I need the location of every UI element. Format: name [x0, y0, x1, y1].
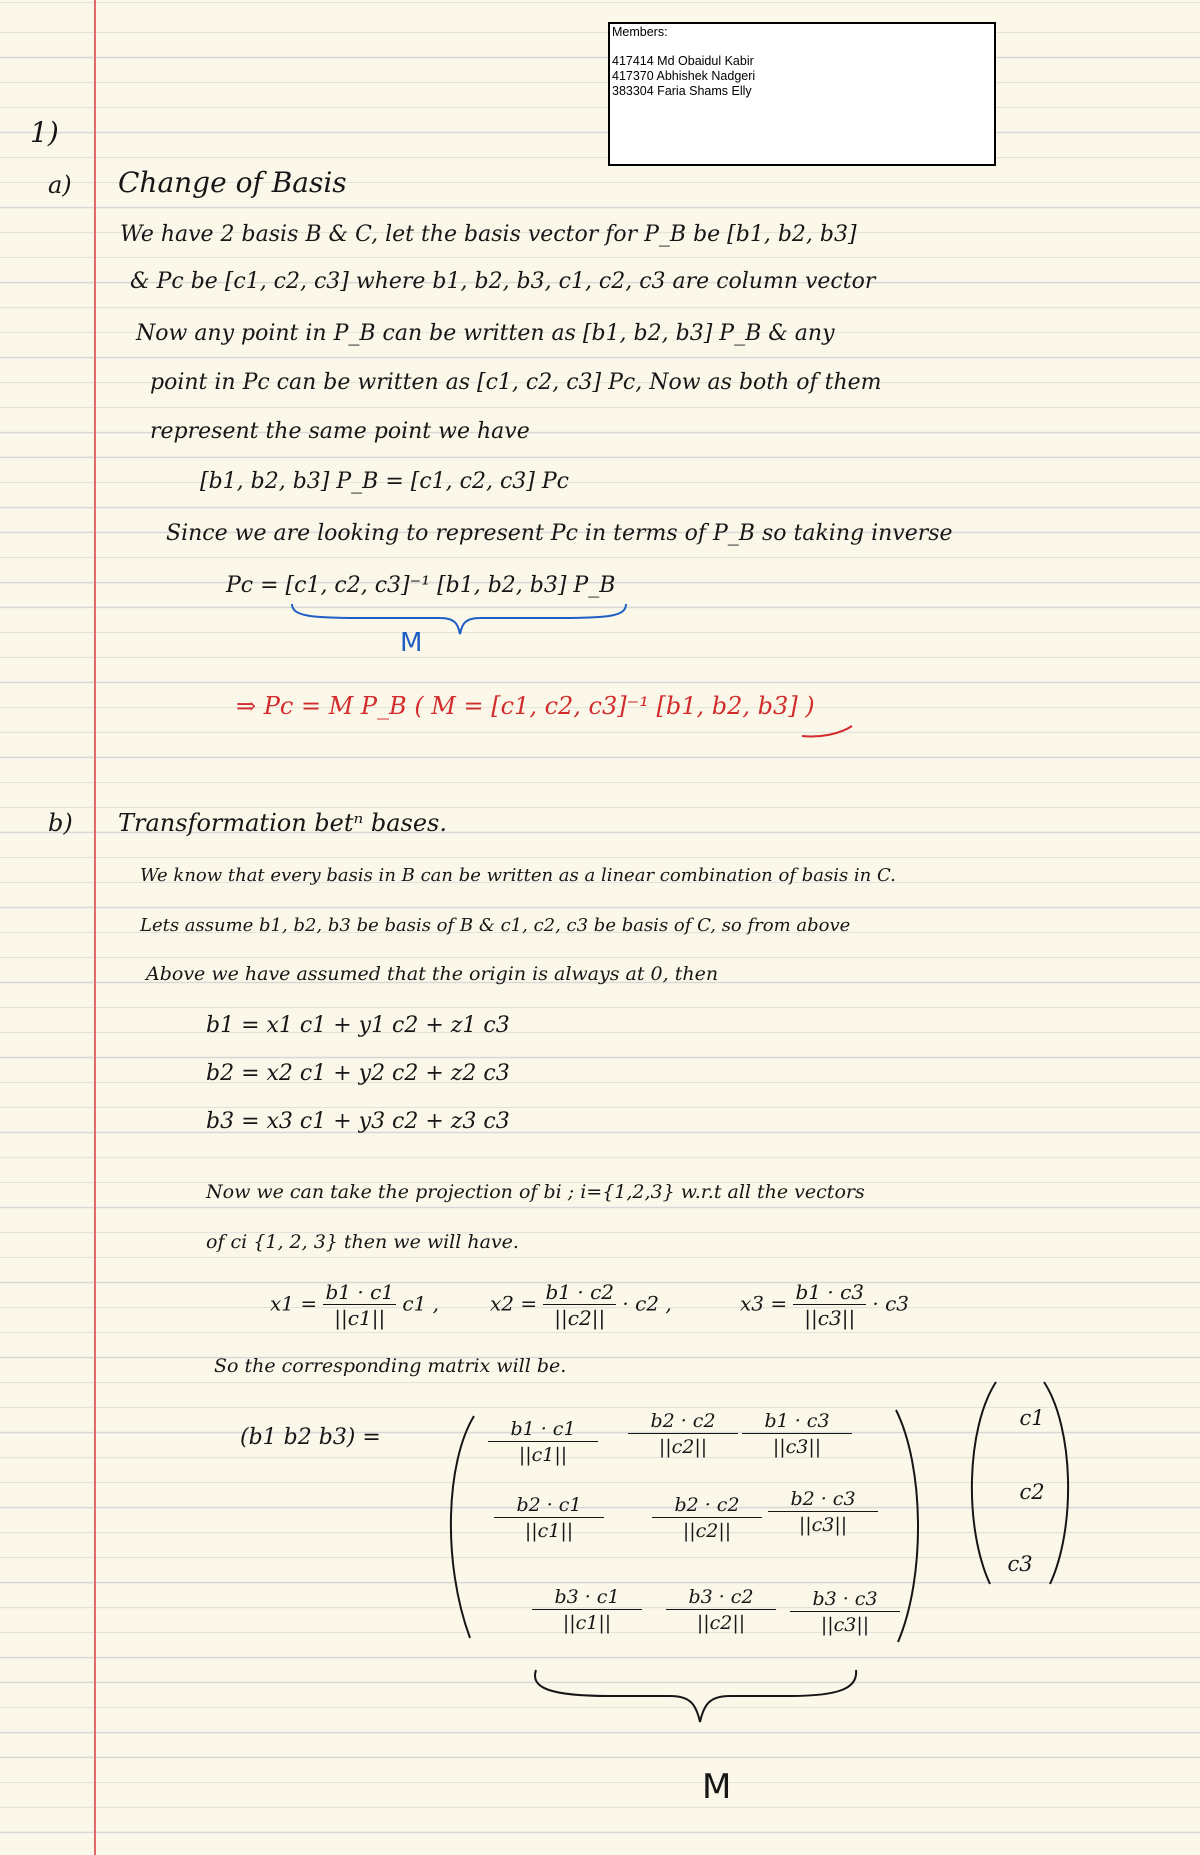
matrix-entry-numerator: b3 · c2 [666, 1586, 776, 1610]
matrix-entry-denominator: ||c1|| [524, 1520, 574, 1542]
matrix-entry-denominator: ||c2|| [682, 1520, 732, 1542]
matrix-entry [532, 1586, 642, 1634]
part-b-heading: Transformation betⁿ bases. [118, 809, 447, 837]
part-a-equation: [b1, b2, b3] P_B = [c1, c2, c3] Pc [200, 469, 569, 494]
projection-x3-tail: · c3 [872, 1291, 910, 1316]
part-a-line: represent the same point we have [150, 419, 530, 444]
c-vector-entry: c2 [1019, 1480, 1045, 1504]
matrix-entry-denominator: ||c2|| [696, 1612, 746, 1634]
part-b-equation: b3 = x3 c1 + y3 c2 + z3 c3 [206, 1109, 510, 1134]
part-b-marker: b) [48, 809, 73, 837]
matrix-intro: So the corresponding matrix will be. [214, 1355, 567, 1377]
matrix-entry [666, 1586, 776, 1634]
c-vector-left-paren [960, 1378, 1000, 1588]
underbrace-decoration [290, 600, 630, 640]
part-a-heading: Change of Basis [118, 166, 347, 199]
matrix-entry [768, 1488, 878, 1536]
member-entry: 383304 Faria Shams Elly [612, 84, 752, 98]
part-a-line: Now any point in P_B can be written as [b1, b2, b3] P_B & any [136, 321, 835, 346]
projection-x3-lhs: x3 = [740, 1291, 788, 1316]
matrix-underbrace-decoration [530, 1668, 860, 1728]
matrix-entry-numerator: b2 · c2 [652, 1494, 762, 1518]
c-vector-entry: c3 [1007, 1552, 1033, 1576]
brace-label-m: M [400, 628, 423, 658]
matrix-lhs: (b1 b2 b3) = [240, 1425, 381, 1450]
part-a-line: point in Pc can be written as [c1, c2, c3] Pc, Now as both of them [150, 370, 882, 395]
question-number: 1) [30, 116, 59, 149]
matrix-entry-denominator: ||c1|| [562, 1612, 612, 1634]
matrix-entry-denominator: ||c2|| [658, 1436, 708, 1458]
matrix-entry [652, 1494, 762, 1542]
projection-x3-denominator: ||c3|| [804, 1306, 856, 1330]
matrix-left-paren [440, 1412, 480, 1642]
projection-x2-denominator: ||c2|| [554, 1306, 606, 1330]
part-b-line: We know that every basis in B can be written as a linear combination of basis in C. [140, 865, 896, 886]
projection-x2-lhs: x2 = [490, 1291, 538, 1316]
part-a-marker: a) [48, 171, 72, 199]
members-title: Members: [612, 25, 668, 39]
part-a-equation: Pc = [c1, c2, c3]⁻¹ [b1, b2, b3] P_B [226, 573, 616, 598]
matrix-entry [488, 1418, 598, 1466]
part-b-equation: b2 = x2 c1 + y2 c2 + z2 c3 [206, 1061, 510, 1086]
matrix-entry-denominator: ||c3|| [772, 1436, 822, 1458]
part-b-line: Now we can take the projection of bi ; i={1,2,3} w.r.t all the vectors [206, 1181, 865, 1203]
part-b-line: of ci {1, 2, 3} then we will have. [206, 1231, 519, 1253]
matrix-entry [742, 1410, 852, 1458]
projection-x3 [740, 1280, 909, 1330]
matrix-brace-label-m: M [702, 1767, 732, 1807]
matrix-entry-numerator: b2 · c1 [494, 1494, 604, 1518]
matrix-entry [628, 1410, 738, 1458]
matrix-entry-numerator: b3 · c3 [790, 1588, 900, 1612]
matrix-entry-numerator: b1 · c3 [742, 1410, 852, 1434]
projection-x1-numerator: b1 · c1 [325, 1280, 395, 1304]
part-a-result: ⇒ Pc = M P_B ( M = [c1, c2, c3]⁻¹ [b1, b2, b3] ) [236, 692, 815, 720]
result-underline-decoration [800, 704, 860, 744]
members-box [608, 22, 996, 166]
matrix-entry-numerator: b2 · c2 [628, 1410, 738, 1434]
projection-x1-lhs: x1 = [270, 1291, 318, 1316]
part-a-line: We have 2 basis B & C, let the basis vector for P_B be [b1, b2, b3] [120, 222, 857, 247]
c-vector-entry: c1 [1019, 1406, 1045, 1430]
part-b-equation: b1 = x1 c1 + y1 c2 + z1 c3 [206, 1013, 510, 1038]
part-a-line: Since we are looking to represent Pc in terms of P_B so taking inverse [166, 521, 953, 546]
matrix-entry-numerator: b1 · c1 [488, 1418, 598, 1442]
projection-x2-numerator: b1 · c2 [545, 1280, 615, 1304]
matrix-entry-numerator: b2 · c3 [768, 1488, 878, 1512]
matrix-entry-denominator: ||c3|| [820, 1614, 870, 1636]
member-entry: 417414 Md Obaidul Kabir [612, 54, 754, 68]
matrix-entry [790, 1588, 900, 1636]
projection-x1-tail: c1 , [402, 1291, 440, 1316]
member-entry: 417370 Abhishek Nadgeri [612, 69, 756, 83]
projection-x2 [490, 1280, 672, 1330]
projection-x3-numerator: b1 · c3 [795, 1280, 865, 1304]
matrix-entry-numerator: b3 · c1 [532, 1586, 642, 1610]
part-a-line: & Pc be [c1, c2, c3] where b1, b2, b3, c1, c2, c3 are column vector [130, 269, 876, 294]
matrix-entry [494, 1494, 604, 1542]
part-b-line: Above we have assumed that the origin is always at 0, then [146, 963, 719, 985]
part-b-line: Lets assume b1, b2, b3 be basis of B & c1, c2, c3 be basis of C, so from above [140, 915, 851, 936]
matrix-entry-denominator: ||c1|| [518, 1444, 568, 1466]
projection-x1 [270, 1280, 439, 1330]
projection-x1-denominator: ||c1|| [334, 1306, 386, 1330]
margin-line [94, 0, 96, 1855]
projection-x2-tail: · c2 , [622, 1291, 672, 1316]
matrix-entry-denominator: ||c3|| [798, 1514, 848, 1536]
